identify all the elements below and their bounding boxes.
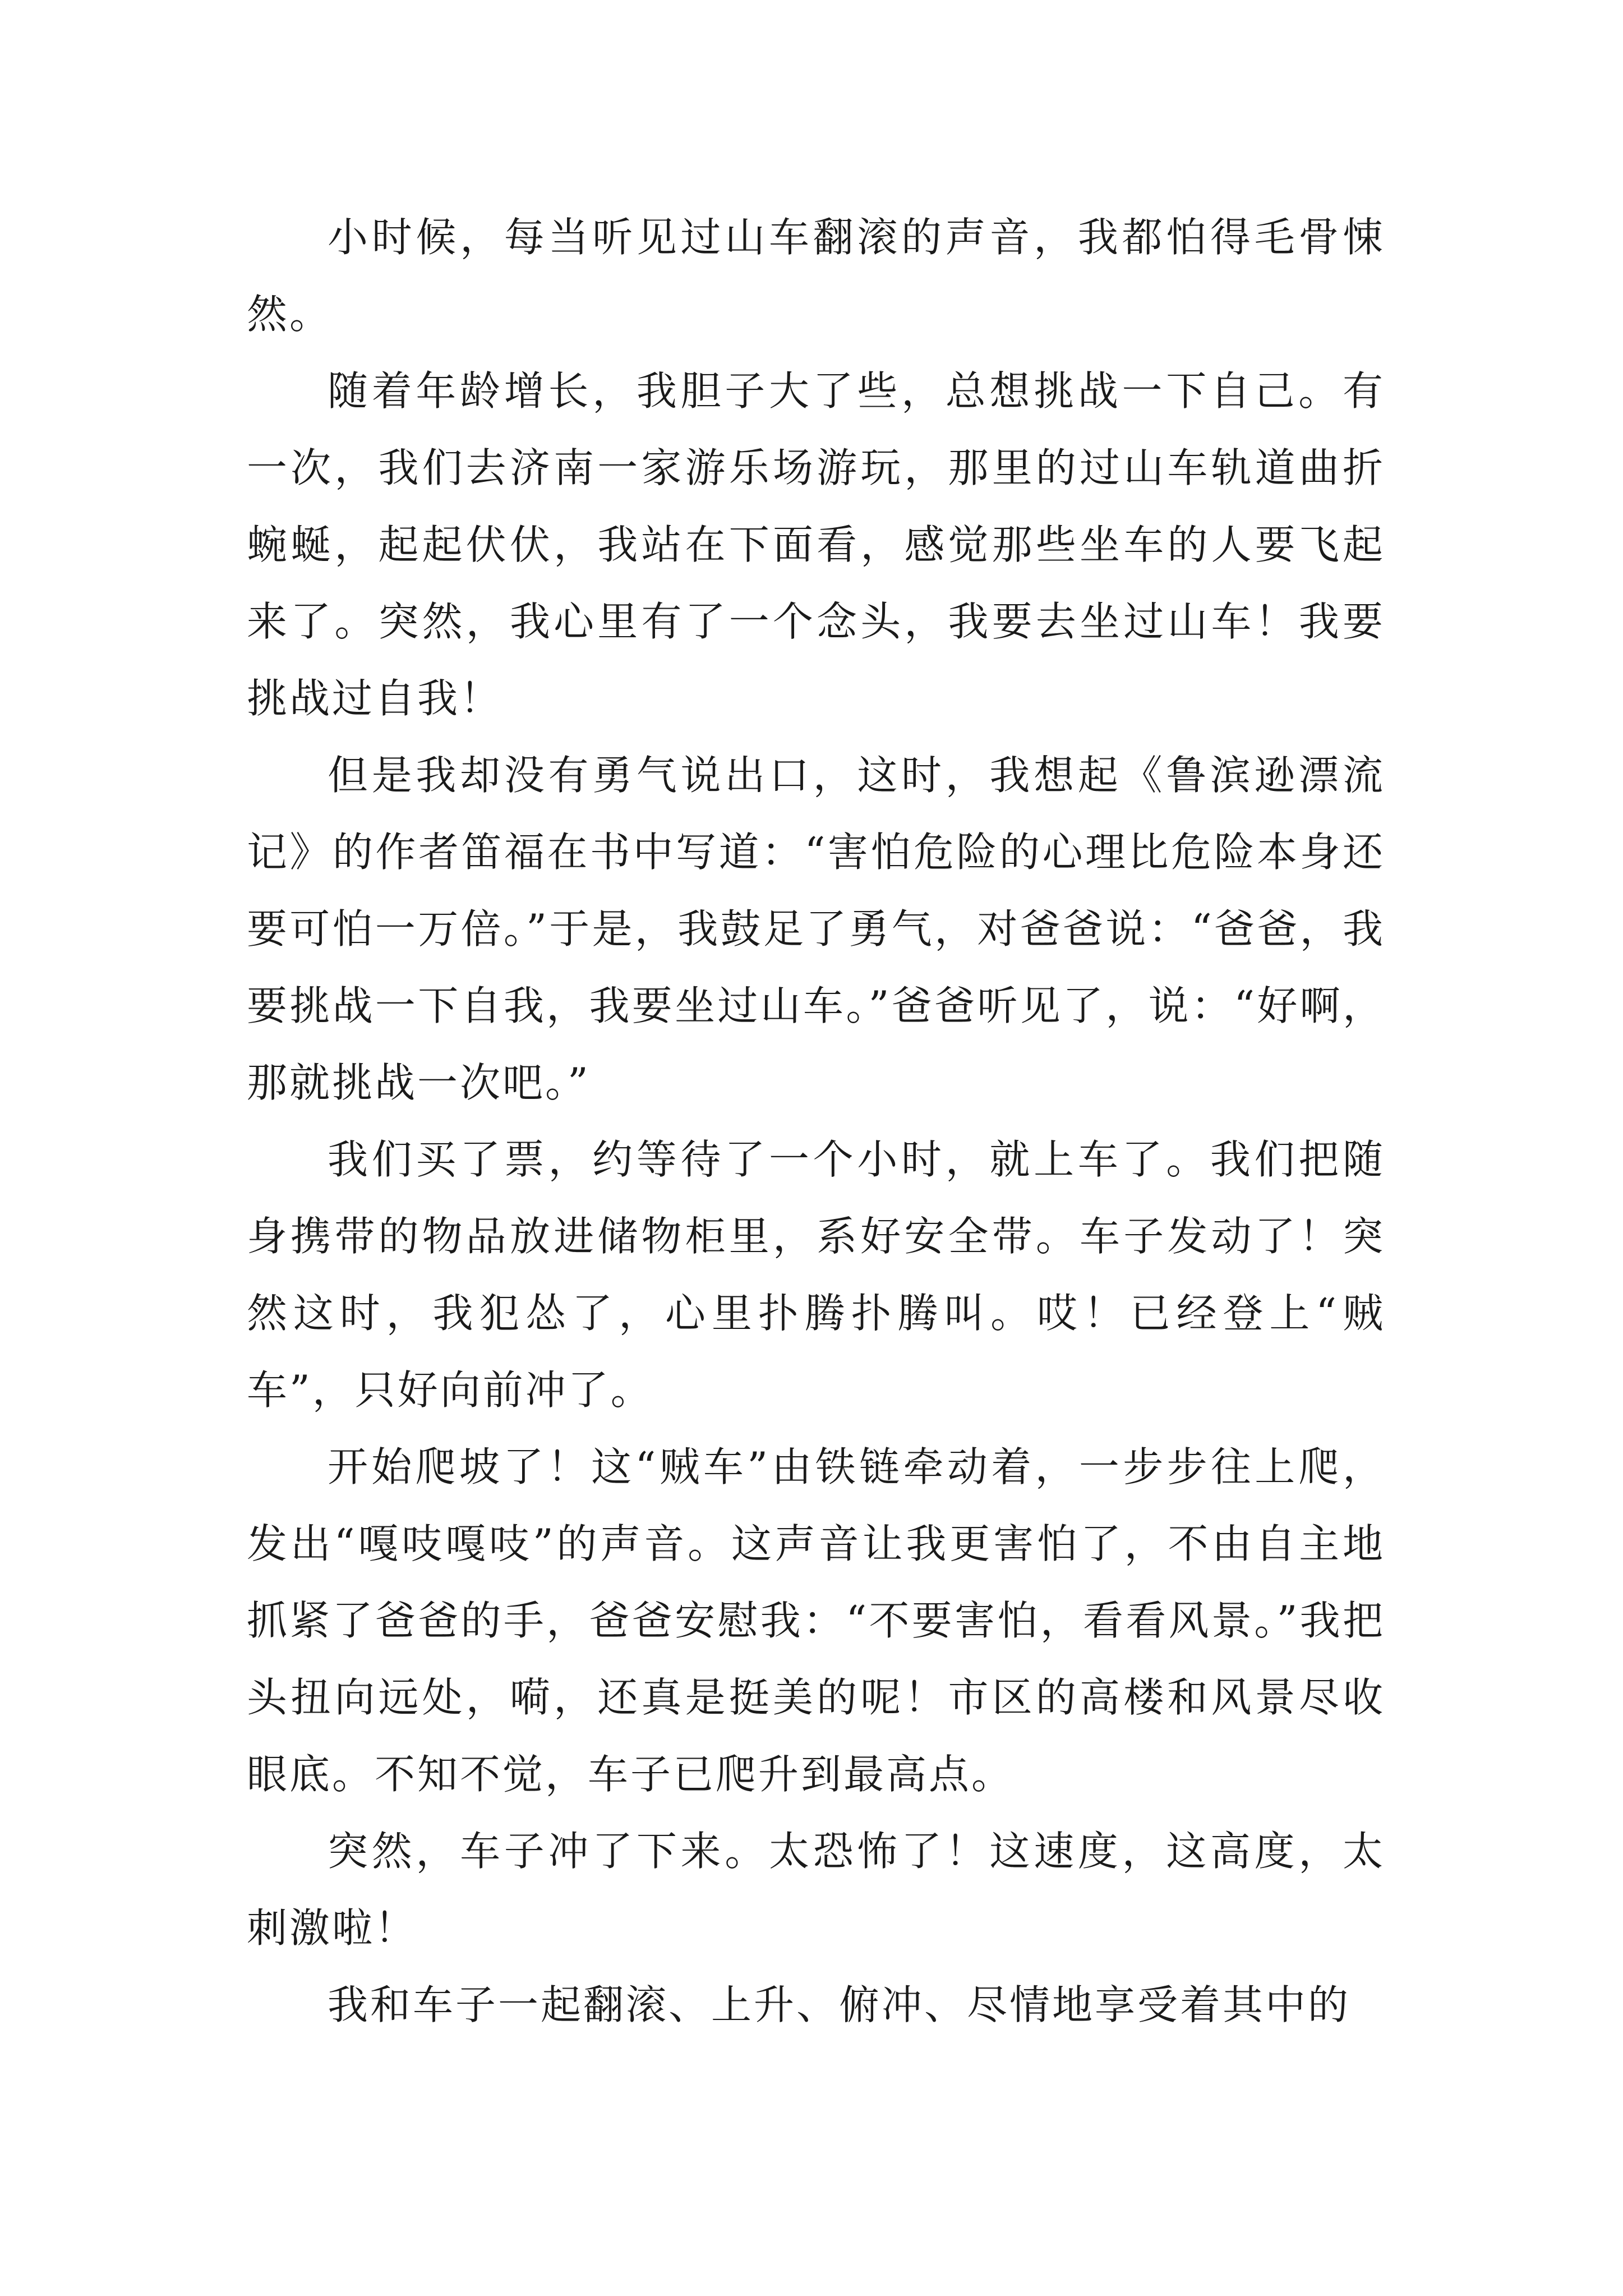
paragraph-2: 随着年龄增长，我胆子大了些，总想挑战一下自己。有一次，我们去济南一家游乐场游玩，那里的过山车轨道曲折蜿蜒，起起伏伏，我站在下面看，感觉那些坐车的人要飞起来了。突然，我心里有了一个念头，我要去坐过山车！我要挑战过自我！ bbox=[247, 367, 1385, 722]
paragraph-3: 但是我却没有勇气说出口，这时，我想起《鲁滨逊漂流记》的作者笛福在书中写道：“害怕危险的心理比危险本身还要可怕一万倍。”于是，我鼓足了勇气，对爸爸说：“爸爸，我要挑战一下自我，我要坐过山车。”爸爸听见了，说：“好啊，那就挑战一次吧。” bbox=[247, 752, 1385, 1106]
paragraph-5: 开始爬坡了！这“贼车”由铁链牵动着，一步步往上爬，发出“嘎吱嘎吱”的声音。这声音让我更害怕了，不由自主地抓紧了爸爸的手，爸爸安慰我：“不要害怕，看看风景。”我把头扭向远处，嗬，还真是挺美的呢！市区的高楼和风景尽收眼底。不知不觉，车子已爬升到最高点。 bbox=[247, 1443, 1385, 1798]
essay-body bbox=[247, 199, 1385, 2044]
paragraph-6: 突然，车子冲了下来。太恐怖了！这速度，这高度，太刺激啦！ bbox=[247, 1828, 1385, 1952]
paragraph-1: 小时候，每当听见过山车翻滚的声音，我都怕得毛骨悚然。 bbox=[247, 214, 1385, 338]
paragraph-4: 我们买了票，约等待了一个小时，就上车了。我们把随身携带的物品放进储物柜里，系好安全带。车子发动了！突然这时，我犯怂了，心里扑腾扑腾叫。哎！已经登上“贼车”，只好向前冲了。 bbox=[247, 1136, 1385, 1414]
paragraph-7: 我和车子一起翻滚、上升、俯冲、尽情地享受着其中的 bbox=[328, 1981, 1351, 2028]
